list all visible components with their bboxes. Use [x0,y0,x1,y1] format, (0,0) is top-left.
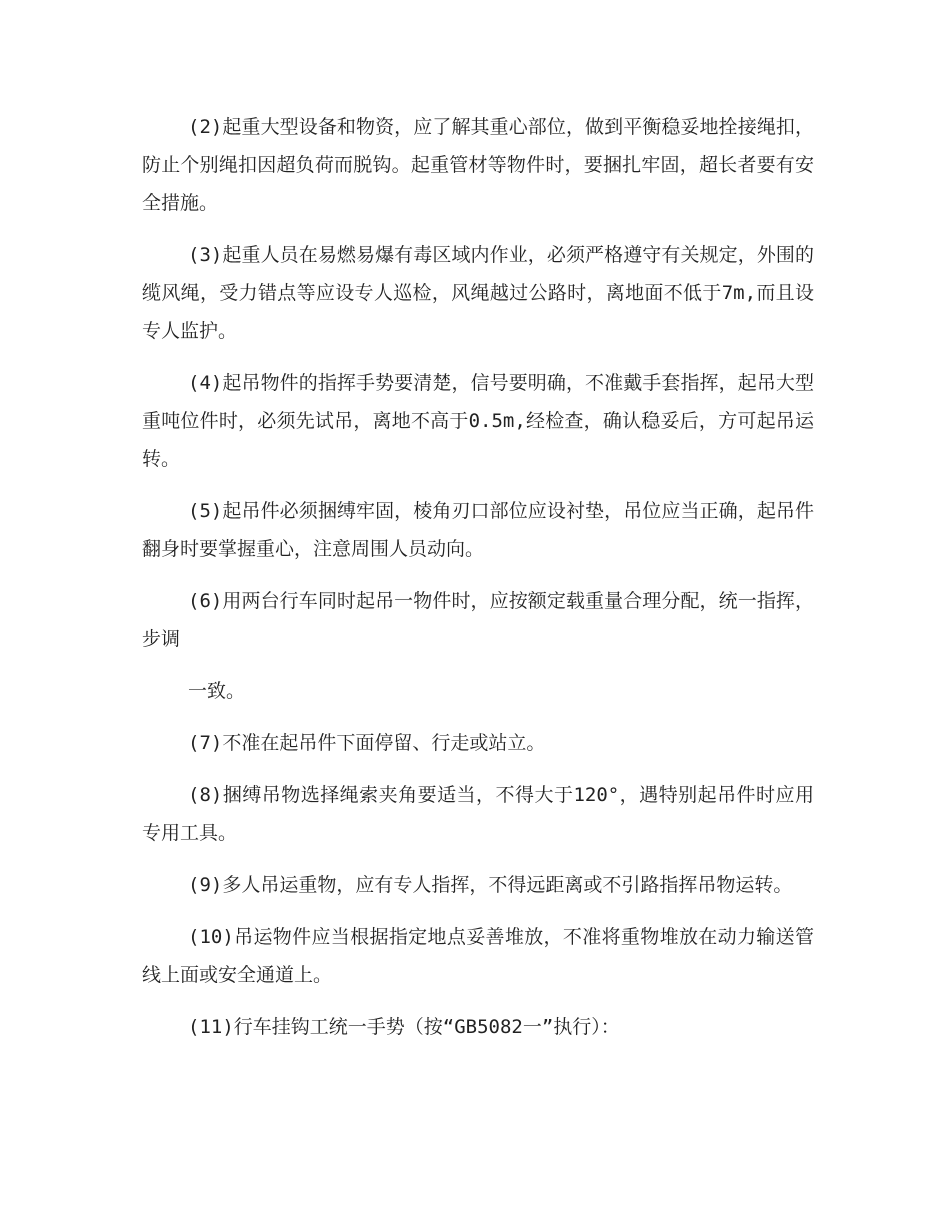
paragraph-item-7: (7)不准在起吊件下面停留、行走或站立。 [188,732,546,754]
paragraph-item-4: (4)起吊物件的指挥手势要清楚，信号要明确，不准戴手套指挥，起吊大型重吨位件时，必须先试吊，离地不高于0.5m,经检查，确认稳妥后，方可起吊运转。 [142,372,814,470]
paragraph-item-3: (3)起重人员在易燃易爆有毒区域内作业，必须严格遵守有关规定，外围的缆风绳，受力错点等应设专人巡检，风绳越过公路时，离地面不低于7m,而且设专人监护。 [142,244,814,342]
paragraph-item-9: (9)多人吊运重物，应有专人指挥，不得远距离或不引路指挥吊物运转。 [188,874,793,896]
paragraph-item-5: (5)起吊件必须捆缚牢固，棱角刃口部位应设衬垫，吊位应当正确，起吊件翻身时要掌握重心，注意周围人员动向。 [142,500,814,560]
paragraph-item-10: (10)吊运物件应当根据指定地点妥善堆放，不准将重物堆放在动力输送管线上面或安全通道上。 [142,926,814,986]
document-body [142,108,814,1060]
paragraph-item-11: (11)行车挂钩工统一手势（按“GB5082一”执行）： [188,1016,620,1038]
paragraph-item-2: (2)起重大型设备和物资，应了解其重心部位，做到平衡稳妥地拴接绳扣，防止个别绳扣因超负荷而脱钩。起重管材等物件时，要捆扎牢固，超长者要有安全措施。 [142,116,814,214]
paragraph-item-8: (8)捆缚吊物选择绳索夹角要适当，不得大于120°，遇特别起吊件时应用专用工具。 [142,784,814,844]
paragraph-item-6: (6)用两台行车同时起吊一物件时，应按额定载重量合理分配，统一指挥，步调 [142,590,814,650]
paragraph-item-6-continued: 一致。 [188,680,246,702]
